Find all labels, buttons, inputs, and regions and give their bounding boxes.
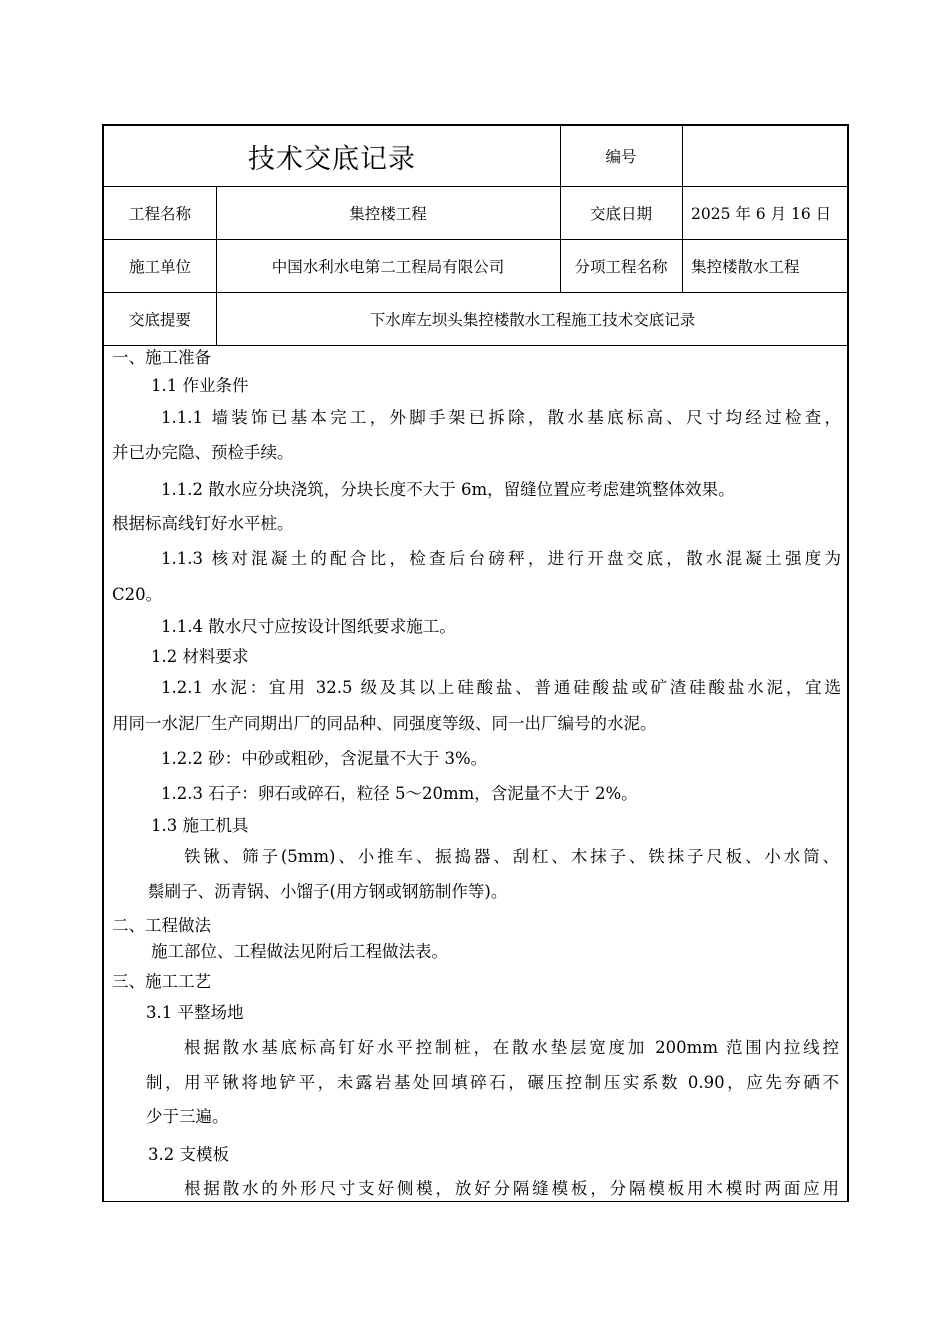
subsection-heading: 1.3 施工机具 — [151, 816, 249, 835]
paragraph-line: 并已办完隐、预检手续。 — [112, 443, 294, 462]
project-name-label: 工程名称 — [128, 204, 191, 223]
paragraph-line: 1.2.3 石子：卵石或碎石，粒径 5～20mm，含泥量不大于 2%。 — [161, 784, 638, 803]
row-divider — [104, 345, 849, 346]
paragraph-line: 施工部位、工程做法见附后工程做法表。 — [151, 942, 448, 961]
project-name-value: 集控楼工程 — [349, 204, 427, 223]
paragraph-line: 用同一水泥厂生产同期出厂的同品种、同强度等级、同一出厂编号的水泥。 — [112, 714, 657, 733]
paragraph-line: 铁锹、筛子(5mm)、小推车、振捣器、刮杠、木抹子、铁抹子尺板、小水筒、 — [184, 847, 839, 866]
summary-label: 交底提要 — [128, 310, 191, 329]
date-value: 2025 年 6 月 16 日 — [691, 204, 832, 223]
contractor-value: 中国水利水电第二工程局有限公司 — [271, 257, 505, 276]
record-table — [102, 124, 849, 1202]
paragraph-line: 少于三遍。 — [146, 1107, 229, 1126]
section-heading: 一、施工准备 — [112, 348, 211, 367]
paragraph-line: 1.1.1 墙装饰已基本完工，外脚手架已拆除，散水基底标高、尺寸均经过检查， — [161, 408, 841, 427]
paragraph-line: 1.2.1 水泥：宜用 32.5 级及其以上硅酸盐、普通硅酸盐或矿渣硅酸盐水泥，宜选 — [161, 678, 841, 697]
code-value — [682, 126, 849, 186]
sub-project-label: 分项工程名称 — [574, 257, 668, 276]
paragraph-line: 1.1.4 散水尺寸应按设计图纸要求施工。 — [161, 617, 456, 636]
sub-project-value: 集控楼散水工程 — [691, 257, 800, 276]
paragraph-line: 1.1.3 核对混凝土的配合比，检查后台磅秤，进行开盘交底，散水混凝土强度为 — [161, 549, 841, 568]
paragraph-line: 鬃刷子、沥青锅、小馏子(用方钢或钢筋制作等)。 — [148, 882, 508, 901]
paragraph-line: 1.1.2 散水应分块浇筑，分块长度不大于 6m，留缝位置应考虑建筑整体效果。 — [161, 480, 735, 499]
paragraph-line: 根据散水的外形尺寸支好侧模，放好分隔缝模板，分隔模板用木模时两面应用 — [184, 1179, 839, 1198]
contractor-label: 施工单位 — [128, 257, 191, 276]
paragraph-line: 1.2.2 砂：中砂或粗砂，含泥量不大于 3%。 — [161, 749, 488, 768]
section-heading: 二、工程做法 — [112, 916, 211, 935]
summary-value: 下水库左坝头集控楼散水工程施工技术交底记录 — [369, 310, 696, 329]
subsection-heading: 3.2 支模板 — [148, 1145, 229, 1164]
subsection-heading: 3.1 平整场地 — [146, 1003, 244, 1022]
document-title: 技术交底记录 — [248, 143, 416, 175]
paragraph-line: 根据散水基底标高钉好水平控制桩，在散水垫层宽度加 200mm 范围内拉线控 — [184, 1038, 839, 1057]
date-label: 交底日期 — [589, 204, 652, 223]
subsection-heading: 1.1 作业条件 — [151, 376, 249, 395]
paragraph-line: C20。 — [112, 585, 163, 604]
paragraph-line: 制，用平锹将地铲平，未露岩基处回填碎石，碾压控制压实系数 0.90，应先夯硒不 — [146, 1073, 839, 1092]
paragraph-line: 根据标高线钉好水平桩。 — [112, 514, 294, 533]
code-label: 编号 — [605, 148, 637, 166]
subsection-heading: 1.2 材料要求 — [151, 647, 249, 666]
section-heading: 三、施工工艺 — [112, 972, 211, 991]
